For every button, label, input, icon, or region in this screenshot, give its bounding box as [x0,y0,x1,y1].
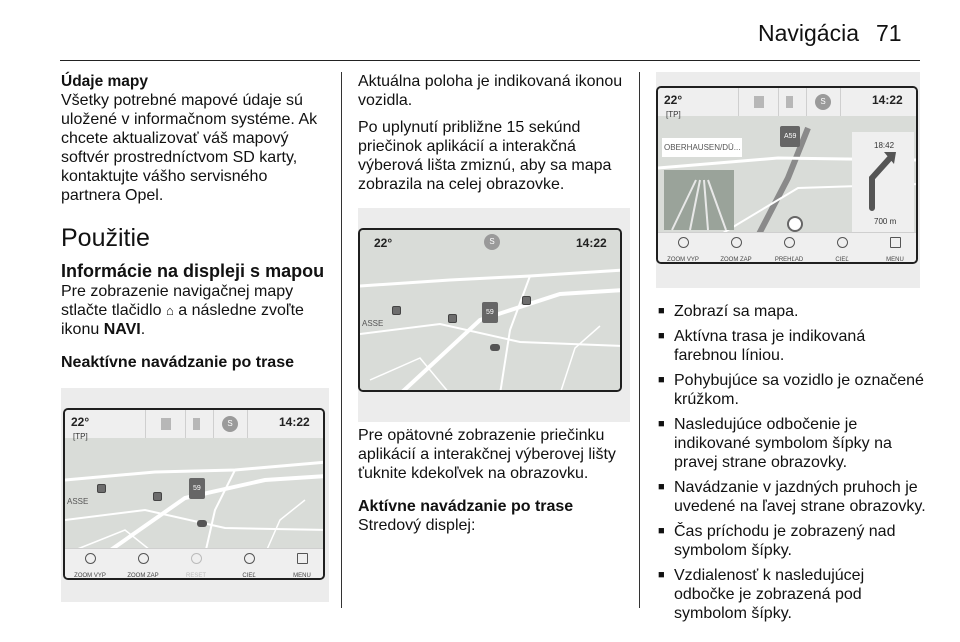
zoom-in-icon [731,237,742,248]
active-guidance-heading: Aktívne navádzanie po trase [358,498,574,515]
list-item [656,566,926,623]
road-number-badge: 59 [189,478,205,499]
place-label: ASSE [362,319,384,328]
bar-separator [145,410,146,438]
button-label: MENU [886,257,904,263]
button-label: RESET [185,573,206,579]
menu-icon [297,553,308,564]
place-label: ASSE [67,497,89,506]
button-label: ZOOM ZAP [720,257,752,263]
vehicle-icon [490,344,500,351]
interaction-bar-1 [65,548,323,578]
zoom-out-icon [678,237,689,248]
clock: 14:22 [872,93,903,107]
display-screen-3 [656,86,918,264]
bullet-mark: ■ [658,481,665,493]
map-data-text: Všetky potrebné mapové údaje sú uložené v informačnom systéme. Ak chcete aktualizovať váš mapový softvér prostredníctvom SD karty, kontaktujte vášho servisného partnera Opel. [61,92,318,204]
destination-search-icon [837,237,848,248]
navi-label: NAVI [103,321,141,338]
active-guidance-screenshot [656,72,920,288]
map-info-text-part1: Pre zobrazenie navigačnej mapy stlačte tlačidlo [61,283,294,319]
bullet-mark: ■ [658,569,665,581]
list-item [656,327,926,365]
bar-separator [247,410,248,438]
list-item [656,415,926,472]
list-item-text: Zobrazí sa mapa. [674,303,799,320]
poi-icon [97,484,106,493]
vehicle-icon [197,520,207,527]
arrival-time: 18:42 [874,141,895,150]
inactive-guidance-screenshot [61,388,329,602]
zoom-in-button[interactable] [120,553,166,580]
nav-app-icon[interactable]: S [815,94,831,110]
map-info-text-part2: a následne zvoľte ikonu [61,302,304,338]
temperature: 22° [374,236,393,250]
map-info-text [61,282,329,339]
zoom-in-button[interactable] [713,237,759,264]
poi-icon [522,296,531,305]
button-label: ZOOM ZAP [127,573,159,579]
home-button-icon: ⌂ [165,303,174,318]
destination-search-icon [244,553,255,564]
menu-button[interactable] [279,553,325,580]
destination-button[interactable] [819,237,865,264]
column-1 [61,72,329,602]
column-2 [358,72,630,535]
distance-to-turn: 700 m [874,217,897,226]
display-screen-2 [358,228,622,392]
poi-icon [448,314,457,323]
nav-app-icon[interactable]: S [222,416,238,432]
reset-button[interactable] [173,553,219,580]
button-label: PREHĽAD [774,257,804,263]
list-item-text: Vzdialenosť k nasledujúcej odbočke je zobrazená pod symbolom šípky. [674,567,865,622]
map-info-heading: Informácie na displeji s mapou [61,261,325,281]
bar-separator [738,88,739,116]
temperature: 22° [664,93,683,107]
page-number: 71 [876,20,902,46]
interaction-bar-3 [658,232,916,262]
menu-icon [890,237,901,248]
list-item [656,478,926,516]
list-item [656,371,926,409]
column-3 [656,72,926,629]
overview-icon [784,237,795,248]
list-item-text: Aktívna trasa je indikovaná farebnou líniou. [674,328,866,364]
button-label: CIEĽ [835,257,849,263]
media-app-icon [193,418,200,430]
status-bar-1 [65,410,323,441]
phone-app-icon [161,418,171,430]
zoom-out-button[interactable] [67,553,113,580]
temperature: 22° [71,415,90,429]
zoom-out-button[interactable] [660,237,706,264]
page-header [0,18,960,58]
column-divider-2 [639,72,640,608]
bullet-mark: ■ [658,305,665,317]
clock: 14:22 [279,415,310,429]
bar-separator [185,410,186,438]
tp-indicator: [TP] [666,110,681,119]
bar-separator [213,410,214,438]
bullet-mark: ■ [658,525,665,537]
button-label: CIEĽ [242,573,256,579]
center-display-label: Stredový displej: [358,517,476,534]
phone-app-icon [754,96,764,108]
list-item [656,522,926,560]
inactive-guidance-heading: Neaktívne navádzanie po trase [61,354,294,371]
road-number-badge: A59 [780,126,800,147]
media-app-icon [786,96,793,108]
period: . [140,321,146,338]
current-position-text: Aktuálna poloha je indikovaná ikonou vozidla. [358,73,623,109]
feature-bullet-list [656,302,926,623]
bullet-mark: ■ [658,374,665,386]
list-item-text: Čas príchodu je zobrazený nad symbolom šípky. [674,523,896,559]
bar-separator [778,88,779,116]
zoom-in-icon [138,553,149,564]
bullet-mark: ■ [658,418,665,430]
menu-button[interactable] [872,237,918,264]
bullet-mark: ■ [658,330,665,342]
clock: 14:22 [576,236,607,250]
road-number-badge: 59 [482,302,498,323]
poi-icon [392,306,401,315]
usage-heading: Použitie [61,224,150,252]
page-title: Navigácia [758,20,859,46]
destination-button[interactable] [226,553,272,580]
column-divider-1 [341,72,342,608]
zoom-out-icon [85,553,96,564]
overview-button[interactable] [766,237,812,264]
tp-indicator: [TP] [73,432,88,441]
map-data-heading: Údaje mapy [61,73,149,90]
header-rule [60,60,920,61]
list-item-text: Nasledujúce odbočenie je indikované symbolom šípky na pravej strane obrazovky. [674,416,892,471]
list-item [656,302,926,321]
auto-hide-text: Po uplynutí približne 15 sekúnd priečinok aplikácií a interakčná výberová lišta zmiznú, aby sa mapa zobrazila na celej obrazovke. [358,119,612,193]
reset-icon [191,553,202,564]
street-name-label: OBERHAUSEN/DÜ... [662,138,742,157]
button-label: ZOOM VYP [667,257,699,263]
poi-icon [153,492,162,501]
reshow-text: Pre opätovné zobrazenie priečinku aplikácií a interakčnej výberovej lišty ťuknite kdekoľvek na obrazovku. [358,427,616,482]
fullscreen-map-screenshot [358,208,630,422]
bar-separator [806,88,807,116]
nav-app-icon[interactable]: S [484,234,500,250]
list-item-text: Navádzanie v jazdných pruhoch je uvedené na ľavej strane obrazovky. [674,479,926,515]
bar-separator [840,88,841,116]
display-screen-1 [63,408,325,580]
list-item-text: Pohybujúce sa vozidlo je označené krúžkom. [674,372,924,408]
button-label: ZOOM VYP [74,573,106,579]
status-bar-3 [658,88,916,119]
button-label: MENU [293,573,311,579]
